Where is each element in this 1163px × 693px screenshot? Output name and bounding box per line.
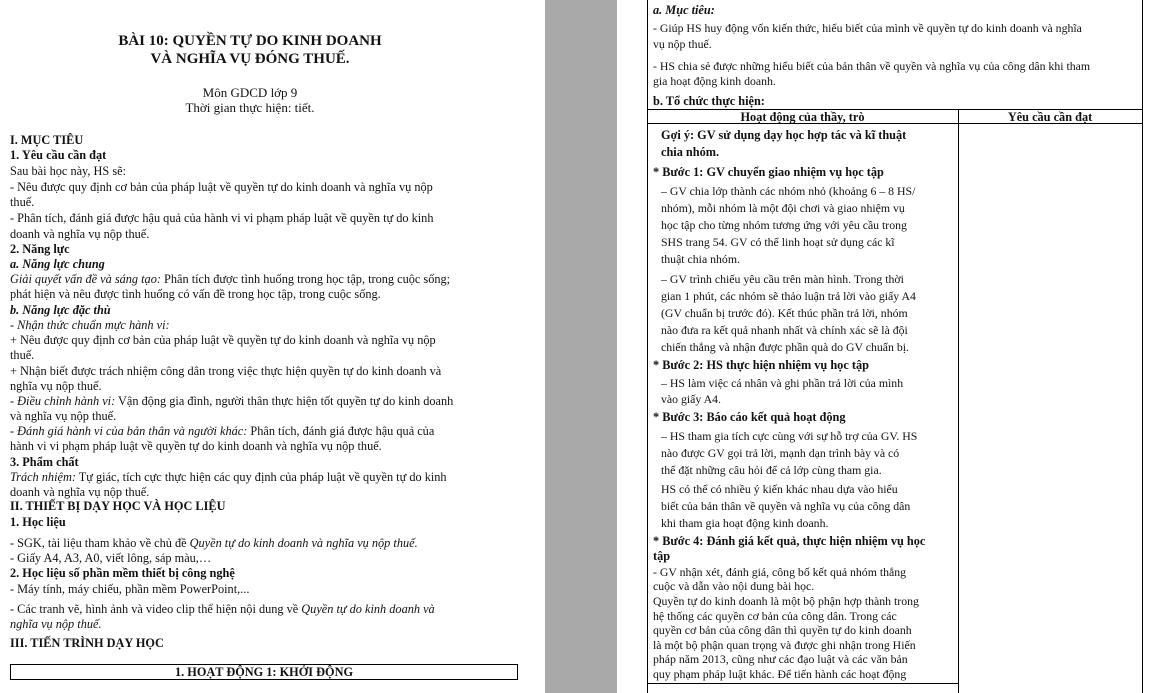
paragraph-line: HS có thể có nhiều ý kiến khác nhau dựa vào hiểu xyxy=(661,482,898,496)
paragraph-line: – GV trình chiếu yêu cầu trên màn hình. Trong thời xyxy=(661,272,904,286)
behavior-eval-label: - Đánh giá hành vi của bản thân và người khác: xyxy=(10,424,248,438)
requirement-1-line2: thuế. xyxy=(10,195,35,209)
material-item2: - Giấy A4, A3, A0, viết lông, sáp màu,… xyxy=(10,551,212,565)
organization-heading: b. Tổ chức thực hiện: xyxy=(653,94,765,108)
cognition-item1-line1: + Nêu được quy định cơ bản của pháp luật về quyền tự do kinh doanh và nghĩa vụ nộp xyxy=(10,333,436,347)
paragraph-line: nào đưa ra kết quả nhanh nhất và chính xác sẽ là đội xyxy=(661,323,908,337)
subject-line: Môn GDCD lớp 9 xyxy=(202,85,298,100)
teaching-note-line2: chia nhóm. xyxy=(661,145,720,159)
behavior-adjust-line2: và nghĩa vụ nộp thuế. xyxy=(10,409,117,423)
qualities-text: Tự giác, tích cực thực hiện các quy định của pháp luật về quyền tự do kinh xyxy=(75,470,447,484)
paragraph-line: nào được GV gọi trả lời, mạnh dạn trình bày và có xyxy=(661,446,900,460)
paragraph-line: quy phạm pháp luật khác. Để tiến hành các hoạt động xyxy=(653,666,907,681)
step-2-heading: * Bước 2: HS thực hiện nhiệm vụ học tập xyxy=(653,358,869,372)
section-heading-objectives: I. MỤC TIÊU xyxy=(10,133,84,147)
section-heading-process: III. TIẾN TRÌNH DẠY HỌC xyxy=(10,636,164,650)
table-column-divider xyxy=(958,109,959,693)
general-capacity-text: Phân tích được tình huống trong học tập, trong cuộc sống; xyxy=(160,272,451,286)
paragraph-line: thể đặt những câu hỏi để cả lớp cùng tham gia. xyxy=(661,463,882,477)
requirement-2-line1: - Phân tích, đánh giá được hậu quả của hành vi vi phạm pháp luật về quyền tự do kinh xyxy=(10,211,434,225)
paragraph-line: pháp năm 2013, cũng như các đạo luật và các văn bản xyxy=(653,652,908,666)
cognition-item1-line2: thuế. xyxy=(10,348,35,362)
objective-2-line1: - HS chia sẻ được những hiểu biết của bản thân về quyền và nghĩa vụ của công dân khi tham xyxy=(653,59,1091,73)
paragraph-line: học tập cho từng nhóm tương ứng với yêu cầu trong xyxy=(661,218,907,232)
general-capacity-line2: phát hiện và nêu được tình huống có vấn đề trong học tập, trong cuộc sống. xyxy=(10,287,381,301)
requirement-2-line2: doanh và nghĩa vụ nộp thuế. xyxy=(10,227,150,241)
paragraph-line: nhóm), mỗi nhóm là một đội chơi và giao nhiệm vụ xyxy=(661,201,905,215)
table-right-border xyxy=(1142,0,1143,693)
paragraph-line: – GV chia lớp thành các nhóm nhỏ (khoảng 6 – 8 HS/ xyxy=(661,184,916,198)
activity-1-heading: 1. HOẠT ĐỘNG 1: KHỞI ĐỘNG xyxy=(174,665,354,679)
cognition-label: - Nhận thức chuẩn mực hành vi: xyxy=(10,318,170,332)
paragraph-line: Quyền tự do kinh doanh là một bộ phận hợp thành trong xyxy=(653,594,919,608)
qualities-label: Trách nhiệm: xyxy=(10,470,76,484)
paragraph-line: - GV nhận xét, đánh giá, công bố kết quả nhóm thắng xyxy=(653,565,907,579)
paragraph-line: khi tham gia hoạt động kinh doanh. xyxy=(661,516,829,530)
paragraph-line: quyền cơ bản của công dân thì quyền tự do kinh doanh xyxy=(653,623,912,637)
paragraph-line: chiến thắng và nhận được phần quà do GV chuẩn bị. xyxy=(661,340,909,354)
paragraph-line: vào giấy A4. xyxy=(661,392,721,406)
behavior-eval-line2: hành vi vi phạm pháp luật về quyền tự do kinh doanh và nghĩa vụ nộp thuế. xyxy=(10,439,382,453)
behavior-adjust-text: Vận động gia đình, người thân thực hiện tốt quyền tự do kinh doanh xyxy=(115,394,454,408)
subheading-general-capacity: a. Năng lực chung xyxy=(10,257,105,271)
qualities-line1 xyxy=(10,470,447,484)
section-heading-materials: II. THIẾT BỊ DẠY HỌC VÀ HỌC LIỆU xyxy=(10,499,226,513)
behavior-eval-line1 xyxy=(10,424,434,438)
paragraph-line: là một bộ phận quan trọng và được ghi nhận trong Hiến xyxy=(653,637,916,652)
activity-1-heading-box xyxy=(10,664,518,680)
material-item4-text: - Các tranh vẽ, hình ảnh và video clip thể hiện nội dung về xyxy=(10,602,302,616)
material-item1-text: - SGK, tài liệu tham khảo về chủ đề xyxy=(10,536,190,550)
qualities-line2: doanh và nghĩa vụ nộp thuế. xyxy=(10,485,150,499)
general-capacity-line1 xyxy=(10,272,450,286)
intro-text: Sau bài học này, HS sẽ: xyxy=(10,164,127,178)
material-item4-line2: nghĩa vụ nộp thuế. xyxy=(10,617,102,631)
lesson-title-line1: BÀI 10: QUYỀN TỰ DO KINH DOANH xyxy=(118,33,382,49)
paragraph-line: – HS làm việc cá nhân và ghi phần trả lời của mình xyxy=(661,376,904,390)
paragraph-line: – HS tham gia tích cực cùng với sự hỗ trợ của GV. HS xyxy=(661,429,918,443)
step-1-heading: * Bước 1: GV chuyển giao nhiệm vụ học tập xyxy=(653,165,884,179)
table-cell-bottom-border xyxy=(647,683,959,684)
objective-1-line1: - Giúp HS huy động vốn kiến thức, hiểu biết của mình về quyền tự do kinh doanh và nghĩa xyxy=(653,21,1082,35)
paragraph-line: biết của bản thân về quyền và nghĩa vụ của công dân xyxy=(661,499,911,513)
teaching-note-line1: Gợi ý: GV sử dụng dạy học hợp tác và kĩ thuật xyxy=(661,128,907,142)
step-3-heading: * Bước 3: Báo cáo kết quả hoạt động xyxy=(653,410,846,424)
cognition-item2-line1: + Nhận biết được trách nhiệm công dân trong việc thực hiện quyền tự do kinh doanh và xyxy=(10,364,442,378)
step-4-heading-line2: tập xyxy=(653,549,671,563)
paragraph-line: hệ thống các quyền cơ bản của công dân. Trong các xyxy=(653,608,897,623)
column-header-activities: Hoạt động của thầy, trò xyxy=(740,110,865,124)
time-line: Thời gian thực hiện: tiết. xyxy=(185,100,315,115)
subheading-qualities: 3. Phẩm chất xyxy=(10,455,79,469)
lesson-title-line2: VÀ NGHĨA VỤ ĐÓNG THUẾ. xyxy=(150,51,350,67)
paragraph-line: thuật chia nhóm. xyxy=(661,252,740,266)
paragraph-line: (GV chuẩn bị trước đó). Kết thúc phần trả lời, nhóm xyxy=(661,306,908,320)
paragraph-line: SHS trang 54. GV có thể linh hoạt sử dụng các kĩ xyxy=(661,235,895,249)
subheading-learning-materials: 1. Học liệu xyxy=(10,515,66,529)
behavior-eval-text: Phân tích, đánh giá được hậu quả của xyxy=(247,424,435,438)
material-item1-topic: Quyền tự do kinh doanh và nghĩa vụ nộp thuế. xyxy=(189,536,418,550)
subheading-requirements: 1. Yêu cầu cần đạt xyxy=(10,148,107,162)
behavior-adjust-line1 xyxy=(10,394,453,408)
cognition-item2-line2: nghĩa vụ nộp thuế. xyxy=(10,379,102,393)
table-left-border xyxy=(647,0,648,693)
column-header-requirements: Yêu cầu cần đạt xyxy=(1007,110,1093,124)
objective-1-line2: vụ nộp thuế. xyxy=(653,37,712,51)
behavior-adjust-label: - Điều chỉnh hành vi: xyxy=(10,394,116,408)
general-capacity-label: Giải quyết vấn đề và sáng tạo: xyxy=(10,272,161,286)
subheading-specific-capacity: b. Năng lực đặc thù xyxy=(10,303,111,317)
requirement-1-line1: - Nêu được quy định cơ bản của pháp luật về quyền tự do kinh doanh và nghĩa vụ nộp xyxy=(10,180,433,194)
paragraph-line: gian 1 phút, các nhóm sẽ thảo luận trả lời vào giấy A4 xyxy=(661,289,916,303)
material-item4-topic: Quyền tự do kinh doanh và xyxy=(301,602,435,616)
step-4-heading-line1: * Bước 4: Đánh giá kết quả, thực hiện nhiệm vụ học xyxy=(653,534,926,548)
material-item1 xyxy=(10,536,418,550)
document-page-left xyxy=(0,0,545,693)
paragraph-line: cuộc và dẫn vào nội dung bài học. xyxy=(653,579,815,593)
objective-heading: a. Mục tiêu: xyxy=(653,3,715,17)
material-item3: - Máy tính, máy chiếu, phần mềm PowerPoint,... xyxy=(10,582,250,596)
material-item4-line1 xyxy=(10,602,435,616)
objective-2-line2: gia hoạt động kinh doanh. xyxy=(653,74,776,88)
document-page-right xyxy=(617,0,1163,693)
subheading-capacity: 2. Năng lực xyxy=(10,242,70,256)
subheading-digital-materials: 2. Học liệu số phần mềm thiết bị công nghệ xyxy=(10,566,235,580)
